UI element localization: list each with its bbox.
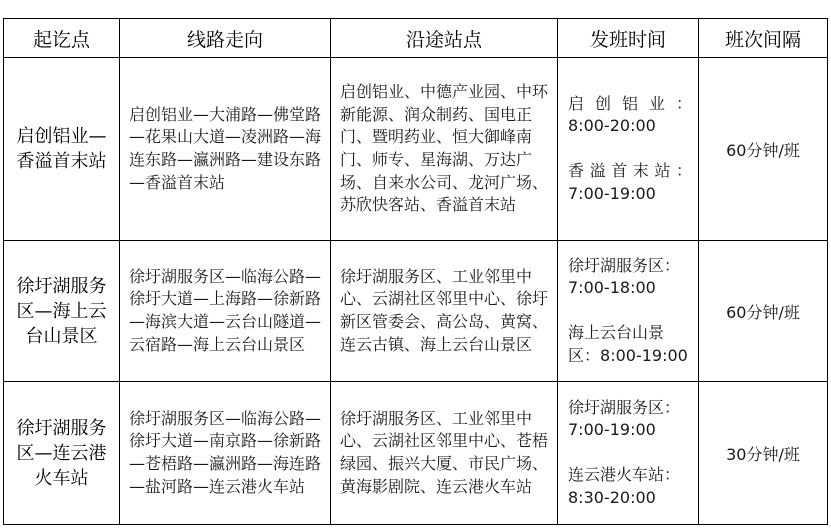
table-header-row [4,19,828,58]
route-cell: 启创铝业—大浦路—佛堂路—花果山大道—凌洲路—海连东路—瀛洲路—建设东路—香溢首末站 [120,58,331,241]
time-hours: 7:00-19:00 [568,183,656,203]
time-hours: 8:00-19:00 [600,345,688,365]
interval-cell: 60分钟/班 [699,241,828,382]
header-departure-time: 发班时间 [558,19,699,58]
time-station: 香溢首末站： [568,161,692,181]
interval-cell: 30分钟/班 [699,382,828,525]
route-cell: 徐圩湖服务区—临海公路—徐圩大道—南京路—徐新路—苍梧路—瀛洲路—海连路—盐河路—连云港火车站 [120,382,331,525]
stops-cell: 徐圩湖服务区、工业邻里中心、云湖社区邻里中心、徐圩新区管委会、高公岛、黄窝、连云古镇、海上云台山景区 [331,241,558,382]
header-route: 线路走向 [120,19,331,58]
od-cell: 徐圩湖服务区—连云港火车站 [4,382,120,525]
interval-cell: 60分钟/班 [699,58,828,241]
table-row [4,58,828,241]
departure-time-cell [558,58,699,241]
departure-time-cell [558,382,699,525]
od-cell: 启创铝业—香溢首末站 [4,58,120,241]
header-stops: 沿途站点 [331,19,558,58]
header-interval: 班次间隔 [699,19,828,58]
time-station-and-hours [568,322,692,367]
time-hours: 8:30-20:00 [568,487,656,507]
od-cell: 徐圩湖服务区—海上云台山景区 [4,241,120,382]
time-station: 徐圩湖服务区： [568,397,681,417]
header-od: 起讫点 [4,19,120,58]
stops-cell: 启创铝业、中德产业园、中环新能源、润众制药、国电正门、暨明药业、恒大御峰南门、师专、星海湖、万达广场、自来水公司、龙河广场、苏欣快客站、香溢首末站 [331,58,558,241]
time-hours: 7:00-18:00 [568,278,656,298]
route-cell: 徐圩湖服务区—临海公路—徐圩大道—上海路—徐新路—海滨大道—云台山隧道—云宿路—海上云台山景区 [120,241,331,382]
time-hours: 7:00-19:00 [568,420,656,440]
time-station: 徐圩湖服务区： [568,255,681,275]
time-hours: 8:00-20:00 [568,116,656,136]
table-row [4,241,828,382]
time-station: 连云港火车站： [568,465,681,485]
table-row [4,382,828,525]
stops-cell: 徐圩湖服务区、工业邻里中心、云湖社区邻里中心、苍梧绿园、振兴大厦、市民广场、黄海影剧院、连云港火车站 [331,382,558,525]
departure-time-cell [558,241,699,382]
time-station: 海上云台山景区： [568,323,665,365]
bus-route-table [3,18,828,525]
time-station: 启创铝业： [568,93,692,113]
